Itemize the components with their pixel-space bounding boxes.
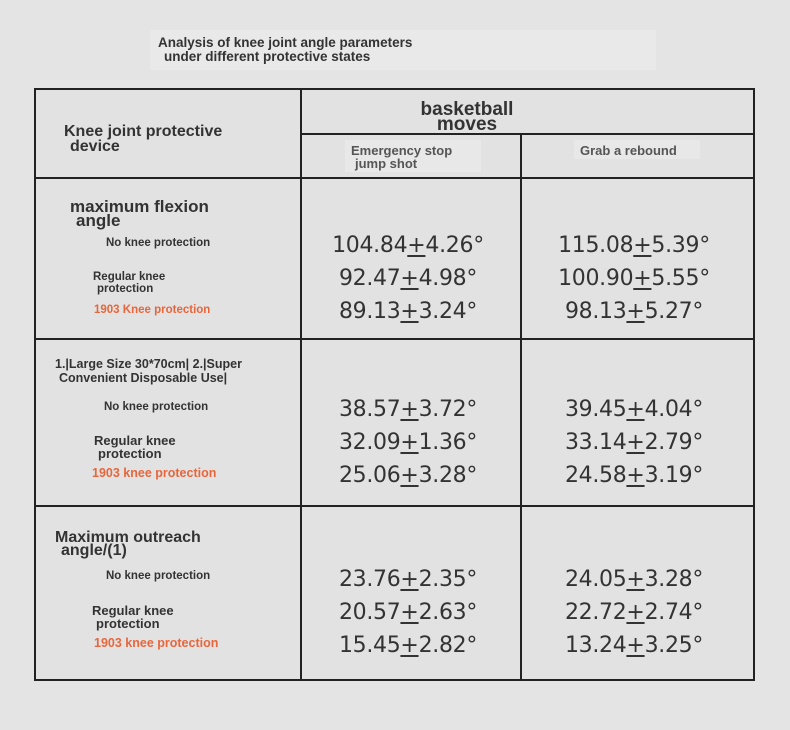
section-title-3-line-2: angle/(1): [61, 542, 127, 559]
sd-value: 3.28: [644, 567, 693, 592]
sd-value: 3.19: [644, 463, 693, 488]
plus-minus-sign: +: [626, 397, 645, 422]
section-divider-2: [36, 505, 753, 507]
data-table: [34, 88, 755, 681]
degree-sign: °: [699, 233, 710, 258]
mean-value: 22.72: [564, 600, 627, 625]
degree-sign: °: [466, 463, 478, 488]
header-device: [64, 124, 222, 154]
header-col-2-label: Grab a rebound: [580, 143, 677, 158]
sd-value: 1.36: [418, 430, 467, 455]
section-title-3: [55, 531, 201, 557]
mean-value: 38.57: [338, 397, 401, 422]
value-cell: [332, 233, 484, 258]
value-cell: [565, 430, 703, 455]
section-title-1: [70, 197, 209, 230]
sd-value: 4.04: [644, 397, 693, 422]
value-cell: [339, 600, 477, 625]
row-label: Regular knee protection: [92, 603, 174, 631]
header-col-1: [345, 140, 481, 172]
degree-sign: °: [466, 600, 478, 625]
degree-sign: °: [692, 567, 704, 592]
value-cell: [339, 567, 477, 592]
plus-minus-sign: +: [400, 430, 419, 455]
degree-sign: °: [692, 600, 704, 625]
value-cell: [339, 266, 477, 291]
header-subdivider: [300, 133, 753, 135]
sd-value: 2.35: [418, 567, 467, 592]
value-cell: [558, 266, 710, 291]
degree-sign: °: [692, 463, 704, 488]
degree-sign: °: [692, 397, 704, 422]
row-label: No knee protection: [104, 401, 209, 413]
row-label: No knee protection: [106, 237, 211, 249]
header-divider: [36, 177, 753, 179]
header-device-line-1: Knee joint protective: [64, 123, 223, 140]
section-title-1-line-1: maximum flexion: [70, 197, 209, 216]
plus-minus-sign: +: [400, 463, 419, 488]
value-cell: [558, 233, 710, 258]
header-group: [420, 99, 514, 135]
section-title-2-line-2: Convenient Disposable Use|: [59, 371, 228, 385]
sd-value: 2.82: [418, 633, 467, 658]
degree-sign: °: [692, 299, 704, 324]
sd-value: 3.24: [418, 299, 467, 324]
section-title-3-line-1: Maximum outreach: [55, 529, 201, 546]
section-title-1-line-2: angle: [76, 211, 121, 230]
section-title-2-line-1: 1.|Large Size 30*70cm| 2.|Super: [55, 357, 242, 371]
degree-sign: °: [473, 233, 484, 258]
mean-value: 104.84: [332, 233, 408, 258]
header-col-2: [574, 140, 700, 159]
plus-minus-sign: +: [626, 600, 645, 625]
row-label-highlight: 1903 knee protection: [92, 466, 217, 480]
degree-sign: °: [466, 299, 478, 324]
title-line-1: Analysis of knee joint angle parameters: [158, 35, 413, 50]
value-cell: [565, 633, 703, 658]
mean-value: 24.58: [564, 463, 627, 488]
plus-minus-sign: +: [400, 567, 419, 592]
degree-sign: °: [699, 266, 710, 291]
degree-sign: °: [466, 633, 478, 658]
sd-value: 4.98: [418, 266, 467, 291]
sd-value: 5.27: [644, 299, 693, 324]
sd-value: 2.63: [418, 600, 467, 625]
value-cell: [565, 299, 703, 324]
sd-value: 2.79: [644, 430, 693, 455]
header-group-line-2: moves: [436, 114, 498, 135]
plus-minus-sign: +: [626, 299, 645, 324]
row-label: Regular knee protection: [93, 271, 166, 295]
value-cell: [339, 633, 477, 658]
mean-value: 39.45: [564, 397, 627, 422]
degree-sign: °: [466, 567, 478, 592]
plus-minus-sign: +: [633, 266, 652, 291]
degree-sign: °: [466, 397, 478, 422]
plus-minus-sign: +: [633, 233, 652, 258]
plus-minus-sign: +: [407, 233, 426, 258]
header-col-1-line-2: jump shot: [355, 156, 418, 171]
value-cell: [565, 567, 703, 592]
value-cell: [565, 397, 703, 422]
sd-value: 4.26: [425, 233, 474, 258]
value-cell: [565, 600, 703, 625]
mean-value: 20.57: [338, 600, 401, 625]
row-label: Regular knee protection: [94, 433, 176, 461]
sd-value: 3.72: [418, 397, 467, 422]
mean-value: 33.14: [564, 430, 627, 455]
degree-sign: °: [466, 430, 478, 455]
sd-value: 5.55: [651, 266, 700, 291]
mean-value: 92.47: [338, 266, 401, 291]
header-device-line-2: device: [70, 138, 120, 155]
mean-value: 98.13: [564, 299, 627, 324]
mean-value: 24.05: [564, 567, 627, 592]
degree-sign: °: [692, 633, 704, 658]
plus-minus-sign: +: [626, 633, 645, 658]
plus-minus-sign: +: [400, 633, 419, 658]
sd-value: 3.25: [644, 633, 693, 658]
mean-value: 115.08: [558, 233, 634, 258]
section-title-2: [55, 357, 242, 385]
value-cell: [565, 463, 703, 488]
plus-minus-sign: +: [400, 266, 419, 291]
column-divider-right: [520, 133, 522, 679]
plus-minus-sign: +: [400, 299, 419, 324]
section-divider-1: [36, 338, 753, 340]
value-cell: [339, 430, 477, 455]
degree-sign: °: [692, 430, 704, 455]
row-label-highlight: 1903 Knee protection: [94, 304, 211, 316]
header-group-line-1: basketball: [420, 99, 514, 120]
row-label-highlight: 1903 knee protection: [94, 636, 219, 650]
mean-value: 23.76: [338, 567, 401, 592]
plus-minus-sign: +: [626, 463, 645, 488]
header-col-1-line-1: Emergency stop: [351, 143, 453, 158]
plus-minus-sign: +: [400, 397, 419, 422]
plus-minus-sign: +: [626, 430, 645, 455]
plus-minus-sign: +: [400, 600, 419, 625]
title-line-2: under different protective states: [164, 49, 371, 64]
mean-value: 13.24: [564, 633, 627, 658]
plus-minus-sign: +: [626, 567, 645, 592]
value-cell: [339, 299, 477, 324]
mean-value: 89.13: [338, 299, 401, 324]
page-title: [150, 30, 656, 70]
value-cell: [339, 397, 477, 422]
degree-sign: °: [466, 266, 478, 291]
sd-value: 2.74: [644, 600, 693, 625]
mean-value: 15.45: [338, 633, 401, 658]
value-cell: [339, 463, 477, 488]
sd-value: 3.28: [418, 463, 467, 488]
mean-value: 100.90: [558, 266, 634, 291]
mean-value: 25.06: [338, 463, 401, 488]
sd-value: 5.39: [651, 233, 700, 258]
row-label: No knee protection: [106, 570, 211, 582]
mean-value: 32.09: [338, 430, 401, 455]
